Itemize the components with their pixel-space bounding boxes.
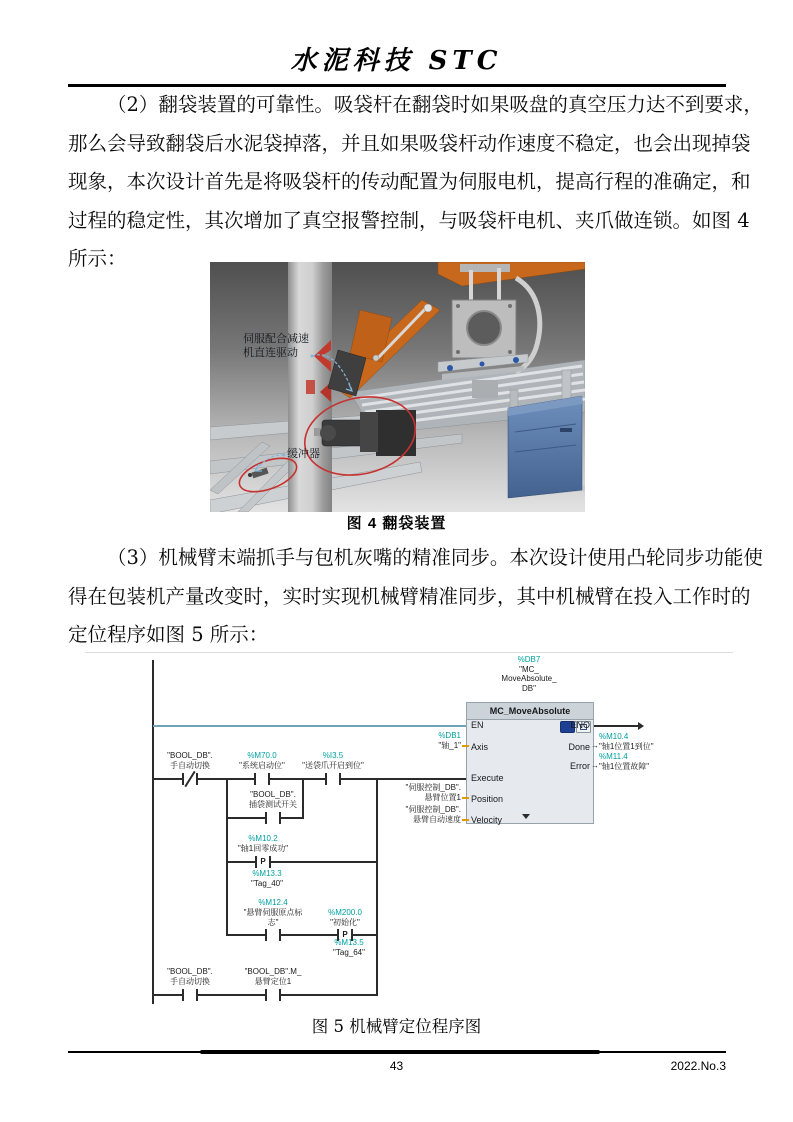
en-wire (153, 725, 466, 727)
done-operand-name: "轴1位置1到位" (599, 742, 654, 751)
fig4-blue-box (508, 396, 582, 498)
contact7-address: %M200.0 (328, 908, 362, 917)
paragraph-line: 定位程序如图 5 所示： (68, 623, 269, 646)
no-contact-bag-test-switch (265, 812, 281, 824)
contact8-db: "BOOL_DB". (167, 967, 213, 976)
main-rung-wire (153, 778, 466, 780)
pin-en: EN (471, 720, 484, 730)
pin-error: Error (570, 761, 590, 771)
instance-db-label (501, 655, 556, 693)
contact5-address: %M10.2 (248, 834, 278, 843)
contact5-edge-name: "Tag_40" (251, 879, 283, 888)
contact7-label (328, 908, 362, 928)
error-operand (599, 752, 649, 772)
contact4-db: "BOOL_DB". (250, 790, 296, 799)
contact7-name: "初始化" (330, 918, 360, 927)
branch-vertical-b (302, 779, 304, 819)
pin-eno: ENO (570, 720, 590, 730)
contact6-name-line2: 志" (267, 918, 279, 927)
paragraph-line: 过程的稳定性，其次增加了真空报警控制，与吸袋杆电机、夹爪做连锁。如图 4 (68, 208, 750, 232)
axis-connector (462, 745, 469, 747)
contact9-label (245, 967, 302, 987)
no-contact-system-start (254, 773, 270, 785)
branch3-wire (227, 934, 378, 936)
contact7-edge-name: "Tag_64" (333, 948, 365, 957)
position-connector (462, 797, 469, 799)
fig4-label-servo (243, 333, 309, 360)
contact4-name: 插袋测试开关 (249, 800, 297, 809)
no-contact-manual-auto (182, 989, 198, 1001)
pin-axis: Axis (471, 742, 489, 752)
contact2-name: "系统启动位" (239, 761, 285, 770)
contact7-edge-address: %M13.5 (334, 938, 364, 947)
contact8-label (167, 967, 213, 987)
velocity-connector (462, 819, 469, 821)
fig4-label-servo-line2: 机直连驱动 (243, 346, 298, 359)
contact5-name: "轴1回零成功" (237, 844, 289, 853)
done-operand (599, 732, 654, 752)
machine-photo (210, 262, 585, 512)
contact3-address: %I3.5 (322, 751, 344, 760)
footer-rule-thick (200, 1050, 600, 1055)
contact1-name: 手自动切换 (169, 761, 210, 770)
contact6-name-line1: "悬臂伺服原点标 (243, 908, 303, 917)
pin-execute: Execute (471, 773, 504, 783)
no-contact-bag-claw-open (325, 773, 341, 785)
eno-arrowhead (638, 722, 644, 730)
instance-db-name-line2: MoveAbsolute_ (501, 674, 557, 683)
contact2-label (239, 751, 285, 771)
p-edge-letter: P (342, 930, 348, 939)
velocity-operand-db: "伺服控制_DB". (405, 805, 461, 814)
paragraph-line: 那么会导致翻袋后水泥袋掉落，并且如果吸袋杆动作速度不稳定，也会出现掉袋 (68, 131, 751, 155)
position-operand-db: "伺服控制_DB". (405, 783, 461, 792)
contact1-label (167, 751, 213, 771)
figure5-caption: 图 5 机械臂定位程序图 (311, 1017, 482, 1036)
pin-position: Position (471, 794, 504, 804)
branch2-wire (227, 861, 378, 863)
contact2-address: %M70.0 (247, 751, 277, 760)
position-operand (406, 783, 461, 803)
instance-db-address: %DB7 (517, 655, 541, 664)
contact6-label (244, 898, 303, 928)
instance-db-name-line3: DB" (522, 683, 536, 693)
contact4-label (249, 790, 297, 810)
velocity-operand (406, 805, 461, 825)
pin-velocity: Velocity (471, 815, 503, 825)
pin-done: Done (568, 742, 590, 752)
branch-vertical-a (226, 779, 228, 936)
paragraph-1 (68, 86, 763, 279)
block-title: MC_MoveAbsolute (467, 703, 593, 720)
contact3-name: "送袋爪开启到位" (302, 761, 364, 770)
no-contact-arm-position1 (265, 989, 281, 1001)
done-arrow (591, 741, 599, 751)
eno-wire (594, 725, 640, 727)
paragraph-line: （3）机械臂末端抓手与包机灰嘴的精准同步。本次设计使用凸轮同步功能使 (107, 546, 763, 569)
instance-db-name-line1: "MC_ (519, 664, 539, 674)
figure4-caption: 图 4 翻袋装置 (346, 515, 447, 532)
p-edge-contact-axis1-homed (255, 856, 271, 868)
fig4-label-buffer: 缓冲器 (287, 448, 320, 460)
figure5-ladder-diagram (75, 648, 735, 1013)
issue-label: 2022.No.3 (670, 1059, 726, 1073)
contact7-edge-mem-label (333, 938, 365, 958)
contact9-name: 悬臂定位1 (254, 977, 292, 986)
collapsed-params-triangle (522, 814, 530, 819)
contact9-db: "BOOL_DB".M_ (244, 967, 302, 976)
contact8-name: 手自动切换 (169, 977, 210, 986)
paragraph-line: 得在包装机产量改变时，实时实现机械臂精准同步，其中机械臂在投入工作时的 (68, 584, 751, 608)
contact5-edge-address: %M13.3 (252, 869, 282, 878)
no-contact-arm-servo-origin (265, 929, 281, 941)
nc-contact-manual-auto (182, 773, 198, 785)
contact3-label (302, 751, 364, 771)
journal-title: 水泥科技 STC (290, 46, 503, 76)
diagram-top-border (85, 652, 733, 653)
paragraph-line: 所示： (68, 247, 127, 270)
position-operand-name: 悬臂位置1 (424, 793, 461, 802)
contact1-db: "BOOL_DB". (167, 751, 213, 760)
contact5-label (238, 834, 288, 854)
branch-vertical-collector (376, 779, 378, 996)
axis-operand-address: %DB1 (438, 731, 461, 740)
paragraph-line: （2）翻袋装置的可靠性。吸袋杆在翻袋时如果吸盘的真空压力达不到要求， (107, 93, 763, 116)
contact6-address: %M12.4 (258, 898, 288, 907)
figure4-image (210, 262, 585, 512)
contact5-edge-mem-label (251, 869, 283, 889)
power-rail-left (152, 660, 154, 1004)
error-arrow (591, 761, 599, 771)
paragraph-line: 现象，本次设计首先是将吸袋杆的传动配置为伺服电机，提高行程的准确定，和 (68, 170, 751, 193)
page-number: 43 (389, 1059, 404, 1073)
axis-operand (438, 731, 461, 751)
error-operand-name: "轴1位置故障" (599, 762, 650, 771)
error-operand-address: %M11.4 (599, 752, 628, 761)
axis-operand-name: "轴_1" (438, 741, 461, 750)
paragraph-2 (68, 539, 763, 655)
p-edge-letter: P (260, 857, 266, 866)
velocity-operand-name: 悬臂自动速度 (413, 815, 461, 824)
fig4-label-servo-line1: 伺服配合减速 (243, 333, 309, 345)
done-operand-address: %M10.4 (599, 732, 629, 741)
